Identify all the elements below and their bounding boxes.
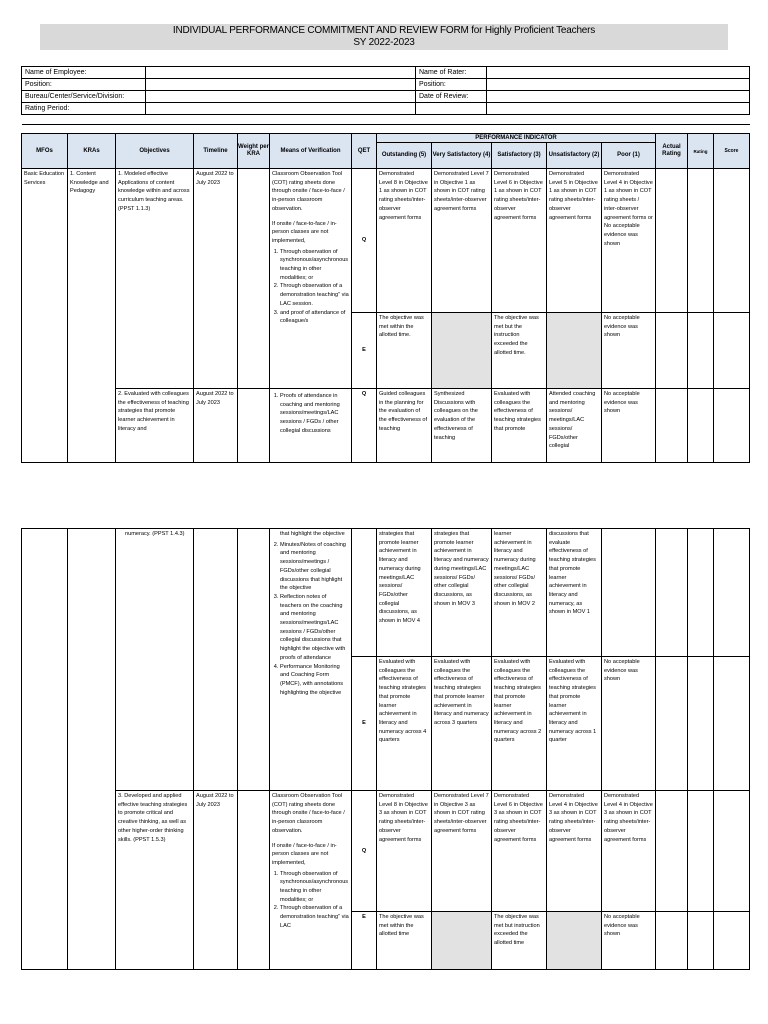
mov-cot-text: Classroom Observation Tool (COT) rating sheets done through onsite / face-to-face / in-person classroom observation. (272, 171, 345, 212)
satisfactory-cell: Evaluated with colleagues the effectiveness of teaching strategies that promote (492, 389, 547, 463)
qet-e: E (352, 912, 377, 970)
info-spacer (487, 103, 750, 115)
col-unsatisfactory: Unsatisfactory (2) (547, 143, 602, 169)
kra-cell (68, 529, 116, 970)
actual-rating-cell[interactable] (656, 529, 688, 657)
mov-cot-text: Classroom Observation Tool (COT) rating sheets done through onsite / face-to-face / in-person classroom observation. (272, 793, 345, 834)
col-kras: KRAs (68, 134, 116, 169)
col-score: Score (714, 134, 750, 169)
poor-cell: No acceptable evidence was shown (602, 657, 656, 791)
table-row (22, 529, 750, 657)
outstanding-cell: strategies that promote learner achievement in literacy and numeracy during meetings/LAC sessions/ FGDs/other collegial discussions, as shown in MOV 4 (377, 529, 432, 657)
unsatisfactory-cell: Attended coaching and mentoring sessions/ meetings/LAC sessions/ FGDs/other collegial (547, 389, 602, 463)
satisfactory-cell: Demonstrated Level 6 in Objective 3 as shown in COT rating sheets/inter-observer agreement forms (492, 791, 547, 912)
position-field[interactable] (146, 79, 416, 91)
col-poor: Poor (1) (602, 143, 656, 169)
rating-cell[interactable] (688, 389, 714, 463)
unsatisfactory-cell: Evaluated with colleagues the effectiveness of teaching strategies that promote learner achievement in literacy and numeracy across 1 quarter (547, 657, 602, 791)
mov-item: 3. and proof of attendance of colleague/s (280, 309, 349, 326)
score-cell[interactable] (714, 389, 750, 463)
poor-cell (602, 529, 656, 657)
col-mfos: MFOs (22, 134, 68, 169)
actual-rating-cell[interactable] (656, 657, 688, 791)
mfo-cell (22, 529, 68, 970)
means-of-verification-1 (270, 169, 352, 389)
means-of-verification-2 (270, 389, 352, 463)
info-row (22, 79, 750, 91)
table-row (22, 791, 750, 912)
unsatisfactory-cell: Demonstrated Level 5 in Objective 1 as shown in COT rating sheets/inter-observer agreement forms (547, 169, 602, 313)
employee-info-table (21, 66, 750, 115)
table-row (22, 389, 750, 463)
form-title-line1: INDIVIDUAL PERFORMANCE COMMITMENT AND REVIEW FORM for Highly Proficient Teachers (172, 25, 596, 36)
ipcrf-table-page-1 (21, 124, 750, 463)
col-very-satisfactory: Very Satisfactory (4) (432, 143, 492, 169)
info-row (22, 67, 750, 79)
satisfactory-cell: learner achievement in literacy and numeracy during meetings/LAC sessions/ FGDs/ other collegial discussions, as shown in MOV 2 (492, 529, 547, 657)
qet-e: E (352, 313, 377, 389)
rating-cell[interactable] (688, 169, 714, 313)
poor-cell: Demonstrated Level 4 in Objective 1 as shown in COT rating sheets / inter-observer agreement forms or No acceptable evidence was shown (602, 169, 656, 313)
mov-if-text: If onsite / face-to-face / in-person classes are not implemented, (272, 220, 337, 244)
score-cell[interactable] (714, 912, 750, 970)
form-title (40, 24, 728, 50)
score-cell[interactable] (714, 313, 750, 389)
col-weight: Weight per KRA (238, 134, 270, 169)
objective-2-continued: numeracy. (PPST 1.4.3) (116, 529, 194, 791)
weight-2-continued[interactable] (238, 529, 270, 791)
mov-item: 2. Minutes/Notes of coaching and mentoring sessions/meetings / FGDs/other collegial discussions that highlight the objective (280, 541, 349, 593)
col-outstanding: Outstanding (5) (377, 143, 432, 169)
rating-period-label: Rating Period: (22, 103, 146, 115)
score-cell[interactable] (714, 657, 750, 791)
actual-rating-cell[interactable] (656, 389, 688, 463)
mov-if-text: If onsite / face-to-face / in-person classes are not implemented, (272, 842, 337, 866)
rater-position-field[interactable] (487, 79, 750, 91)
objective-3: 3. Developed and applied effective teaching strategies to promote critical and creative thinking, as well as other higher-order thinking skills. (PPST 1.5.3) (116, 791, 194, 970)
bureau-label: Bureau/Center/Service/Division: (22, 91, 146, 103)
review-date-label: Date of Review: (416, 91, 487, 103)
poor-cell: No acceptable evidence was shown (602, 912, 656, 970)
rating-cell[interactable] (688, 791, 714, 912)
weight-1[interactable] (238, 169, 270, 389)
outstanding-cell: The objective was met within the allotted time (377, 912, 432, 970)
info-row (22, 91, 750, 103)
ipcrf-table-page-2 (21, 528, 750, 970)
bureau-field[interactable] (146, 91, 416, 103)
satisfactory-cell: The objective was met but instruction exceeded the allotted time (492, 912, 547, 970)
outstanding-cell: Demonstrated Level 8 in Objective 1 as shown in COT rating sheets/inter-observer agreement forms (377, 169, 432, 313)
timeline-2-continued (194, 529, 238, 791)
qet-q-continued (352, 529, 377, 657)
qet-e: E (352, 657, 377, 791)
score-cell[interactable] (714, 169, 750, 313)
review-date-field[interactable] (487, 91, 750, 103)
col-objectives: Objectives (116, 134, 194, 169)
actual-rating-cell[interactable] (656, 169, 688, 313)
timeline-2: August 2022 to July 2023 (194, 389, 238, 463)
objective-2: 2. Evaluated with colleagues the effectiveness of teaching strategies that promote learner achievement in literacy and (116, 389, 194, 463)
col-satisfactory: Satisfactory (3) (492, 143, 547, 169)
info-spacer (416, 103, 487, 115)
header-row-1 (22, 134, 750, 143)
very-satisfactory-cell (432, 912, 492, 970)
qet-q: Q (352, 389, 377, 463)
table-row (22, 169, 750, 313)
actual-rating-cell[interactable] (656, 791, 688, 912)
poor-cell: No acceptable evidence was shown (602, 313, 656, 389)
very-satisfactory-cell: Demonstrated Level 7 in Objective 3 as shown in COT rating sheets/inter-observer agreement forms (432, 791, 492, 912)
poor-cell: No acceptable evidence was shown (602, 389, 656, 463)
very-satisfactory-cell: Synthesized Discussions with colleagues on the evaluation of the effectiveness of teaching (432, 389, 492, 463)
col-qet: QET (352, 134, 377, 169)
info-row (22, 103, 750, 115)
outstanding-cell: Demonstrated Level 8 in Objective 3 as shown in COT rating sheets/inter-observer agreement forms (377, 791, 432, 912)
rating-cell[interactable] (688, 529, 714, 657)
unsatisfactory-cell: discussions that evaluate effectiveness of teaching strategies that promote learner achievement in literacy and numeracy, as shown in MOV 1 (547, 529, 602, 657)
employee-name-label: Name of Employee: (22, 67, 146, 79)
col-means-of-verification: Means of Verification (270, 134, 352, 169)
timeline-3: August 2022 to July 2023 (194, 791, 238, 970)
rating-cell[interactable] (688, 313, 714, 389)
form-title-line2: SY 2022-2023 (353, 37, 415, 48)
outstanding-cell: Guided colleagues in the planning for the evaluation of the effectiveness of teaching (377, 389, 432, 463)
rater-name-label: Name of Rater: (416, 67, 487, 79)
very-satisfactory-cell: Evaluated with colleagues the effectiveness of teaching strategies that promote learner achievement in literacy and numeracy across 3 quarters (432, 657, 492, 791)
mov-item: 1. Proofs of attendance in coaching and mentoring sessions/meetings/LAC sessions / FGDs / other collegial discussions (280, 392, 349, 436)
mov-item: 1. Through observation of synchronous/asynchronous teaching in other modalities; or (280, 870, 349, 905)
poor-cell: Demonstrated Level 4 in Objective 3 as shown in COT rating sheets/inter-observer agreement forms (602, 791, 656, 912)
qet-q: Q (352, 169, 377, 313)
score-cell[interactable] (714, 791, 750, 912)
position-label: Position: (22, 79, 146, 91)
very-satisfactory-cell: Demonstrated Level 7 in Objective 1 as shown in COT rating sheets/inter-observer agreement forms (432, 169, 492, 313)
satisfactory-cell: The objective was met but the instruction exceeded the allotted time. (492, 313, 547, 389)
col-rating: Rating (688, 134, 714, 169)
score-cell[interactable] (714, 529, 750, 657)
very-satisfactory-cell (432, 313, 492, 389)
outstanding-cell: The objective was met within the allotted time. (377, 313, 432, 389)
col-actual-rating: Actual Rating (656, 134, 688, 169)
kra-cell: 1. Content Knowledge and Pedagogy (68, 169, 116, 463)
rating-cell[interactable] (688, 912, 714, 970)
unsatisfactory-cell (547, 313, 602, 389)
satisfactory-cell: Evaluated with colleagues the effectiveness of teaching strategies that promote learner achievement in literacy and numeracy across 2 quarters (492, 657, 547, 791)
timeline-1: August 2022 to July 2023 (194, 169, 238, 389)
means-of-verification-2-continued (270, 529, 352, 791)
col-timeline: Timeline (194, 134, 238, 169)
satisfactory-cell: Demonstrated Level 6 in Objective 1 as shown in COT rating sheets/inter-observer agreement forms (492, 169, 547, 313)
rating-period-field[interactable] (146, 103, 416, 115)
objective-1: 1. Modeled effective Applications of content knowledge within and across curriculum teaching areas. (PPST 1.1.3) (116, 169, 194, 389)
rating-cell[interactable] (688, 657, 714, 791)
qet-q: Q (352, 791, 377, 912)
mov-item: 4. Performance Monitoring and Coaching Form (PMCF), with annotations highlighting the objective (280, 663, 349, 698)
very-satisfactory-cell: strategies that promote learner achievement in literacy and numeracy during meetings/LAC sessions/ FGDs/ other collegial discussions, as shown in MOV 3 (432, 529, 492, 657)
rater-position-label: Position: (416, 79, 487, 91)
rater-name-field[interactable] (487, 67, 750, 79)
actual-rating-cell[interactable] (656, 313, 688, 389)
unsatisfactory-cell (547, 912, 602, 970)
mov-item: 2. Through observation of a demonstration teaching” via LAC (280, 904, 349, 930)
mov-item: 1. Through observation of synchronous/asynchronous teaching in other modalities; or (280, 248, 349, 283)
outstanding-cell: Evaluated with colleagues the effectiveness of teaching strategies that promote learner achievement in literacy and numeracy across 4 quarters (377, 657, 432, 791)
weight-2[interactable] (238, 389, 270, 463)
mfo-cell: Basic Education Services (22, 169, 68, 463)
weight-3[interactable] (238, 791, 270, 970)
unsatisfactory-cell: Demonstrated Level 4 in Objective 3 as shown in COT rating sheets/inter-observer agreement forms (547, 791, 602, 912)
performance-indicator-header: PERFORMANCE INDICATOR (377, 134, 656, 143)
band-row (22, 125, 750, 134)
mov-continued-text: that highlight the objective (280, 531, 345, 537)
mov-item: 2. Through observation of a demonstration teaching” via LAC session. (280, 282, 349, 308)
band-spacer (22, 125, 750, 134)
employee-name-field[interactable] (146, 67, 416, 79)
mov-item: 3. Reflection notes of teachers on the coaching and mentoring sessions/meetings/LAC sessions / FGDs/other collegial discussions that highlight the objective with proofs of attendance (280, 593, 349, 663)
means-of-verification-3 (270, 791, 352, 970)
actual-rating-cell[interactable] (656, 912, 688, 970)
